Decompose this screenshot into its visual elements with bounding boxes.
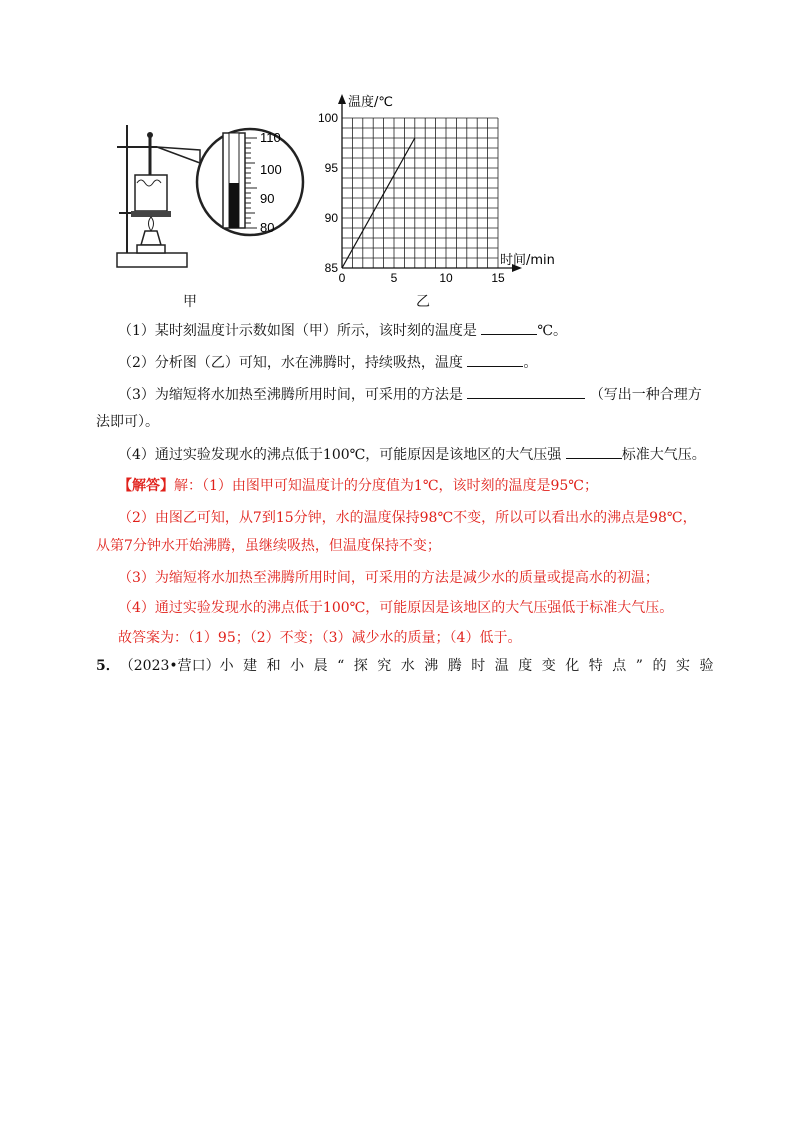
- answer-line-2: （2）由图乙可知，从7到15分钟，水的温度保持98℃不变，所以可以看出水的沸点是98℃，: [118, 510, 697, 526]
- y-axis-arrow: [338, 94, 346, 104]
- answer-line-5: （4）通过实验发现水的沸点低于100℃，可能原因是该地区的大气压强低于标准大气压。: [118, 600, 674, 616]
- question-5-stem: [96, 655, 723, 675]
- figure-yi-caption: 乙: [416, 294, 430, 310]
- answer-blank[interactable]: [467, 384, 585, 399]
- apparatus-figure: [105, 105, 315, 290]
- temperature-time-chart: [310, 90, 570, 305]
- y-tick-label: 90: [324, 211, 338, 225]
- y-tick-label: 85: [324, 261, 338, 275]
- question-1: （1）某时刻温度计示数如图（甲）所示，该时刻的温度是 ℃。: [118, 320, 567, 341]
- answer-line-4: （3）为缩短将水加热至沸腾所用时间，可采用的方法是减少水的质量或提高水的初温；: [118, 570, 659, 586]
- figure-jia-caption: 甲: [183, 294, 197, 310]
- answer-tag: 【解答】: [118, 478, 174, 494]
- x-tick-label: 10: [439, 271, 453, 285]
- question-4: （4）通过实验发现水的沸点低于100℃，可能原因是该地区的大气压强 标准大气压。: [118, 444, 706, 465]
- series-line: [342, 138, 415, 268]
- thermo-tick-100: 100: [260, 162, 282, 177]
- x-tick-label: 15: [491, 271, 505, 285]
- y-axis-label: 温度/℃: [348, 95, 393, 110]
- question-5-source: （2023•营口）: [119, 658, 220, 674]
- x-tick-label: 5: [390, 271, 398, 285]
- answer-line-3: 从第7分钟水开始沸腾，虽继续吸热，但温度保持不变；: [96, 538, 441, 554]
- y-tick-label: 95: [324, 161, 338, 175]
- thermo-tick-110: 110: [260, 130, 281, 145]
- thermo-tick-90: 90: [260, 191, 275, 206]
- answer-blank[interactable]: [481, 320, 537, 335]
- question-5-number: 5．: [96, 658, 120, 674]
- question-5-text: 小建和小晨“探究水沸腾时温度变化特点”的实验: [219, 658, 723, 674]
- x-tick-label: 0: [338, 271, 346, 285]
- answer-blank[interactable]: [566, 444, 622, 459]
- question-3-continuation: 法即可）。: [96, 414, 159, 430]
- thermo-tick-80: 80: [260, 220, 275, 235]
- question-2: （2）分析图（乙）可知，水在沸腾时，持续吸热，温度 。: [118, 352, 537, 373]
- answer-line-1: 【解答】解：（1）由图甲可知温度计的分度值为1℃，该时刻的温度是95℃；: [118, 478, 598, 494]
- y-tick-label: 100: [317, 111, 338, 125]
- question-3: （3）为缩短将水加热至沸腾所用时间，可采用的方法是 （写出一种合理方: [118, 384, 702, 405]
- x-axis-label: 时间/min: [500, 253, 555, 268]
- answer-final: 故答案为：（1）95；（2）不变；（3）减少水的质量；（4）低于。: [118, 630, 522, 646]
- answer-blank[interactable]: [467, 352, 523, 367]
